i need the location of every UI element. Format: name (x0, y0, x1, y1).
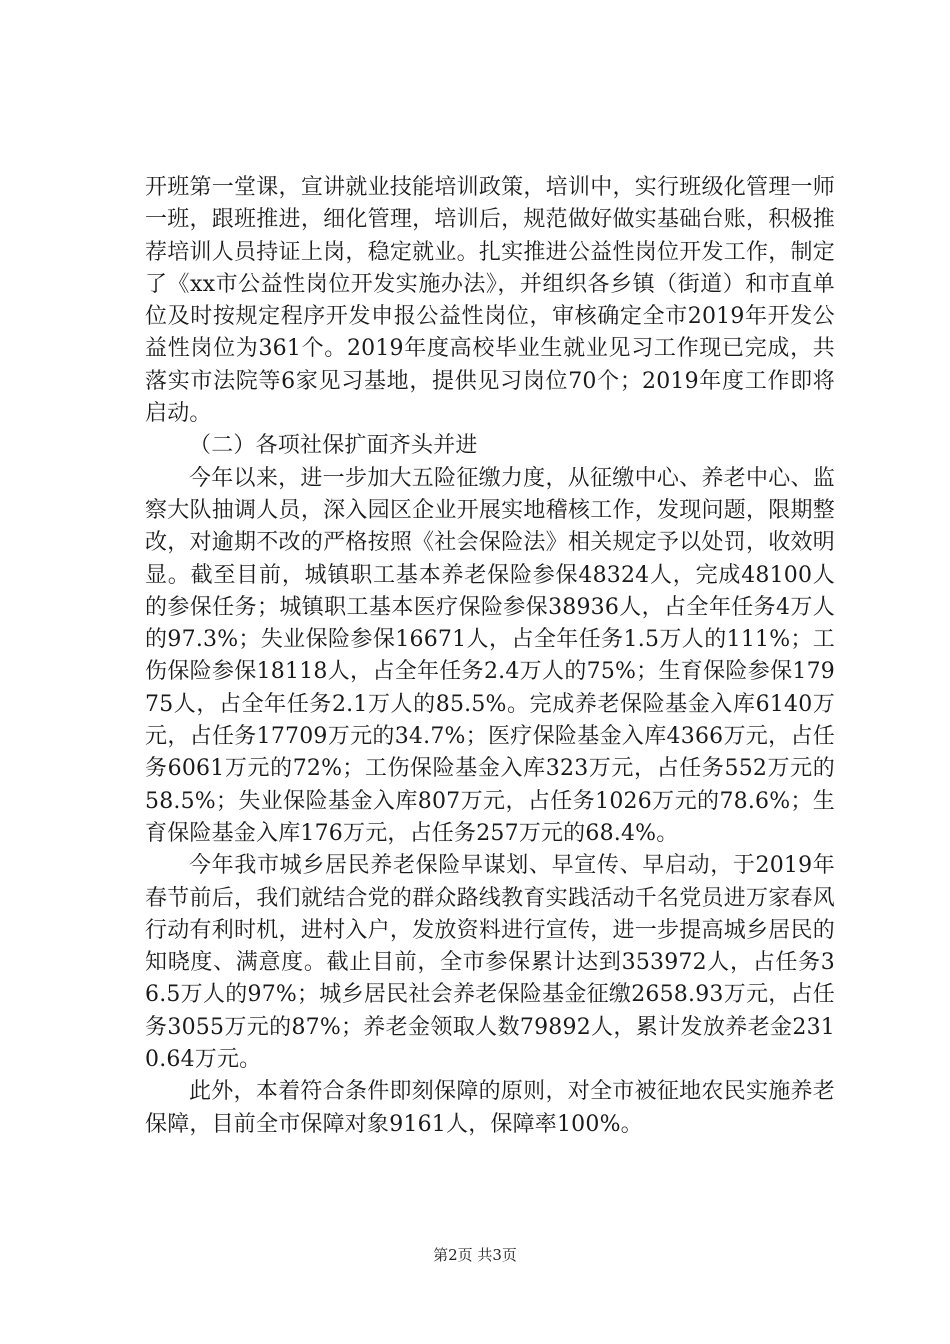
paragraph-social-insurance: 今年以来，进一步加大五险征缴力度，从征缴中心、养老中心、监察大队抽调人员，深入园区企业开展实地稽核工作，发现问题，限期整改，对逾期不改的严格按照《社会保险法》相关规定予以处罚，收效明显。截至目前，城镇职工基本养老保险参保48324人，完成48100人的参保任务；城镇职工基本医疗保险参保38936人，占全年任务4万人的97.3%；失业保险参保16671人，占全年任务1.5万人的111%；工伤保险参保18118人，占全年任务2.4万人的75%；生育保险参保17975人，占全年任务2.1万人的85.5%。完成养老保险基金入库6140万元，占任务17709万元的34.7%；医疗保险基金入库4366万元，占任务6061万元的72%；工伤保险基金入库323万元，占任务552万元的58.5%；失业保险基金入库807万元，占任务1026万元的78.6%；生育保险基金入库176万元，占任务257万元的68.4%。 (145, 465, 835, 846)
document-body (145, 172, 835, 1141)
page-number-footer: 第2页 共3页 (433, 1246, 517, 1264)
paragraph-continued: 开班第一堂课，宣讲就业技能培训政策，培训中，实行班级化管理一师一班，跟班推进，细化管理，培训后，规范做好做实基础台账，积极推荐培训人员持证上岗，稳定就业。扎实推进公益性岗位开发工作，制定了《xx市公益性岗位开发实施办法》，并组织各乡镇（街道）和市直单位及时按规定程序开发申报公益性岗位，审核确定全市2019年开发公益性岗位为361个。2019年度高校毕业生就业见习工作现已完成，共落实市法院等6家见习基地，提供见习岗位70个；2019年度工作即将启动。 (145, 175, 835, 427)
section-heading: （二）各项社保扩面齐头并进 (189, 433, 478, 459)
paragraph-land-requisition: 此外，本着符合条件即刻保障的原则，对全市被征地农民实施养老保障，目前全市保障对象9161人，保障率100%。 (145, 1079, 835, 1137)
paragraph-rural-pension: 今年我市城乡居民养老保险早谋划、早宣传、早启动，于2019年春节前后，我们就结合党的群众路线教育实践活动千名党员进万家春风行动有利时机，进村入户，发放资料进行宣传，进一步提高城乡居民的知晓度、满意度。截止目前，全市参保累计达到353972人，占任务36.5万人的97%；城乡居民社会养老保险基金征缴2658.93万元，占任务3055万元的87%；养老金领取人数79892人，累计发放养老金2310.64万元。 (145, 853, 835, 1073)
